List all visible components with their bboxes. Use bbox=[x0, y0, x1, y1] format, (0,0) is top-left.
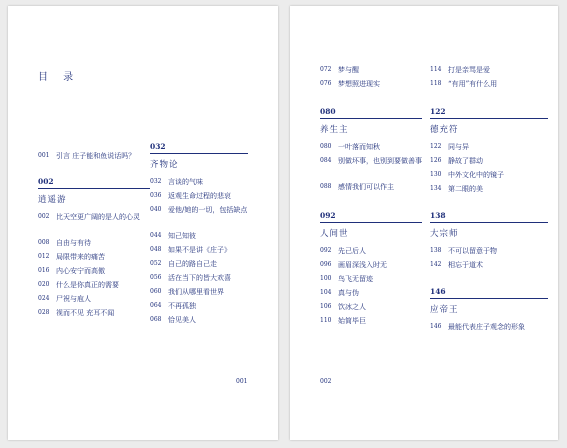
chapter-title: 逍遥游 bbox=[38, 195, 67, 205]
entry-title: 饮冰之人 bbox=[338, 303, 366, 311]
entry-page-number: 001 bbox=[38, 152, 50, 159]
entry-title: 相忘于道术 bbox=[448, 261, 483, 269]
entry-title: 始简毕巨 bbox=[338, 317, 366, 325]
entry-page-number: 088 bbox=[320, 183, 332, 190]
entry-title: 返观生命过程的悲哀 bbox=[168, 192, 231, 200]
entry-page-number: 138 bbox=[430, 247, 442, 254]
chapter-page-number: 080 bbox=[320, 107, 422, 119]
chapter-page-number: 092 bbox=[320, 211, 422, 223]
toc-column-4 bbox=[430, 64, 548, 335]
entry-page-number: 040 bbox=[150, 206, 162, 213]
toc-entry[interactable] bbox=[38, 150, 150, 164]
toc-entry[interactable] bbox=[430, 259, 548, 273]
toc-entry[interactable] bbox=[320, 301, 422, 315]
entry-page-number: 056 bbox=[150, 274, 162, 281]
chapter-title: 应帝王 bbox=[430, 305, 459, 315]
entry-page-number: 072 bbox=[320, 66, 332, 73]
entry-page-number: 024 bbox=[38, 295, 50, 302]
entry-title: 我们从哪里看世界 bbox=[168, 288, 224, 296]
entry-title: 引言 庄子能和鱼说话吗？ bbox=[56, 152, 136, 160]
entry-title: 自己的路自己走 bbox=[168, 260, 217, 268]
entry-page-number: 114 bbox=[430, 66, 442, 73]
entry-page-number: 032 bbox=[150, 178, 162, 185]
entry-page-number: 044 bbox=[150, 232, 162, 239]
entry-page-number: 060 bbox=[150, 288, 162, 295]
entry-page-number: 064 bbox=[150, 302, 162, 309]
toc-entry[interactable] bbox=[38, 237, 150, 251]
entry-page-number: 028 bbox=[38, 309, 50, 316]
entry-page-number: 048 bbox=[150, 246, 162, 253]
entry-title: 局限带来的痛苦 bbox=[56, 253, 105, 261]
entry-page-number: 142 bbox=[430, 261, 442, 268]
toc-entry[interactable] bbox=[150, 176, 248, 190]
toc-column-1 bbox=[38, 150, 150, 321]
entry-title: 内心安宁而高傲 bbox=[56, 267, 105, 275]
entry-page-number: 146 bbox=[430, 323, 442, 330]
entry-page-number: 068 bbox=[150, 316, 162, 323]
entry-title: 画眉深浅入时无 bbox=[338, 261, 387, 269]
entry-title: 第二眼的美 bbox=[448, 185, 483, 193]
toc-entry[interactable] bbox=[150, 204, 248, 230]
left-page bbox=[8, 6, 278, 440]
entry-title: 尸祝与庖人 bbox=[56, 295, 91, 303]
entry-title: 打是亲骂是爱 bbox=[448, 66, 490, 74]
toc-entry[interactable] bbox=[38, 251, 150, 265]
entry-page-number: 118 bbox=[430, 80, 442, 87]
toc-entry[interactable] bbox=[320, 259, 422, 273]
entry-page-number: 104 bbox=[320, 289, 332, 296]
chapter-title: 大宗师 bbox=[430, 229, 459, 239]
right-page bbox=[290, 6, 558, 440]
entry-title: 先己后人 bbox=[338, 247, 366, 255]
entry-title: 恰见美人 bbox=[168, 316, 196, 324]
entry-title: 爱他/她的一切，包括缺点 bbox=[168, 206, 248, 214]
toc-entry[interactable] bbox=[38, 293, 150, 307]
toc-column-3 bbox=[320, 64, 422, 329]
entry-title: 不再孤独 bbox=[168, 302, 196, 310]
toc-entry[interactable] bbox=[320, 287, 422, 301]
entry-title: 一叶落而知秋 bbox=[338, 143, 380, 151]
toc-entry[interactable] bbox=[38, 279, 150, 293]
entry-title: 如果不是讲《庄子》 bbox=[168, 246, 231, 254]
toc-entry[interactable] bbox=[320, 141, 422, 155]
chapter-page-number: 002 bbox=[38, 177, 150, 189]
entry-title: 自由与有待 bbox=[56, 239, 91, 247]
entry-title: 视而不见 充耳不闻 bbox=[56, 309, 115, 317]
entry-page-number: 002 bbox=[38, 213, 50, 220]
toc-entry[interactable] bbox=[150, 244, 248, 258]
entry-page-number: 076 bbox=[320, 80, 332, 87]
chapter-title: 德充符 bbox=[430, 125, 459, 135]
entry-page-number: 084 bbox=[320, 157, 332, 164]
toc-entry[interactable] bbox=[150, 190, 248, 204]
entry-page-number: 100 bbox=[320, 275, 332, 282]
entry-title: 感情我们可以作主 bbox=[338, 183, 394, 191]
entry-page-number: 126 bbox=[430, 157, 442, 164]
entry-page-number: 130 bbox=[430, 171, 442, 178]
toc-entry[interactable] bbox=[430, 183, 548, 197]
toc-title: 目 录 bbox=[38, 72, 80, 83]
entry-title: 不可以留意于物 bbox=[448, 247, 497, 255]
entry-page-number: 016 bbox=[38, 267, 50, 274]
toc-entry[interactable] bbox=[150, 230, 248, 244]
chapter-title: 齐物论 bbox=[150, 160, 179, 170]
entry-title: 梦与醒 bbox=[338, 66, 359, 74]
entry-title: 鸟飞无留迹 bbox=[338, 275, 373, 283]
entry-page-number: 052 bbox=[150, 260, 162, 267]
toc-entry[interactable] bbox=[150, 300, 248, 314]
entry-page-number: 020 bbox=[38, 281, 50, 288]
entry-title: 同与异 bbox=[448, 143, 469, 151]
entry-title: 静故了群动 bbox=[448, 157, 483, 165]
entry-page-number: 092 bbox=[320, 247, 332, 254]
entry-page-number: 036 bbox=[150, 192, 162, 199]
toc-entry[interactable] bbox=[320, 273, 422, 287]
entry-title: 别做坏事，也别到要做善事 bbox=[338, 157, 422, 165]
toc-entry[interactable] bbox=[320, 155, 422, 181]
chapter-page-number: 138 bbox=[430, 211, 548, 223]
toc-entry[interactable] bbox=[150, 258, 248, 272]
toc-entry[interactable] bbox=[38, 265, 150, 279]
entry-page-number: 080 bbox=[320, 143, 332, 150]
toc-entry[interactable] bbox=[430, 321, 548, 335]
entry-title: 言谈的气味 bbox=[168, 178, 203, 186]
toc-entry[interactable] bbox=[320, 245, 422, 259]
chapter-title: 养生主 bbox=[320, 125, 349, 135]
entry-page-number: 110 bbox=[320, 317, 332, 324]
entry-page-number: 096 bbox=[320, 261, 332, 268]
page-number: 001 bbox=[236, 378, 248, 385]
entry-page-number: 008 bbox=[38, 239, 50, 246]
toc-entry[interactable] bbox=[320, 64, 422, 78]
entry-title: 什么是你真正的需要 bbox=[56, 281, 119, 289]
entry-title: 梦想照进现实 bbox=[338, 80, 380, 88]
toc-entry[interactable] bbox=[150, 286, 248, 300]
toc-entry[interactable] bbox=[150, 272, 248, 286]
toc-entry[interactable] bbox=[320, 181, 422, 195]
entry-title: 比天空更广阔的是人的心灵 bbox=[56, 213, 140, 221]
entry-page-number: 134 bbox=[430, 185, 442, 192]
chapter-page-number: 032 bbox=[150, 142, 248, 154]
entry-title: 中外文化中的镜子 bbox=[448, 171, 504, 179]
toc-entry[interactable] bbox=[38, 211, 150, 237]
entry-title: 活在当下的皆大欢喜 bbox=[168, 274, 231, 282]
toc-entry[interactable] bbox=[430, 78, 548, 92]
toc-entry[interactable] bbox=[430, 155, 548, 169]
entry-title: 真与伪 bbox=[338, 289, 359, 297]
entry-page-number: 012 bbox=[38, 253, 50, 260]
toc-entry[interactable] bbox=[430, 64, 548, 78]
entry-page-number: 106 bbox=[320, 303, 332, 310]
toc-entry[interactable] bbox=[430, 245, 548, 259]
toc-entry[interactable] bbox=[430, 169, 548, 183]
chapter-title: 人间世 bbox=[320, 229, 349, 239]
chapter-page-number: 122 bbox=[430, 107, 548, 119]
page-number: 002 bbox=[320, 378, 332, 385]
toc-entry[interactable] bbox=[150, 314, 248, 328]
toc-entry[interactable] bbox=[320, 78, 422, 92]
entry-title: 最能代表庄子观念的形象 bbox=[448, 323, 525, 331]
toc-entry[interactable] bbox=[430, 141, 548, 155]
toc-entry[interactable] bbox=[320, 315, 422, 329]
entry-title: “有用”有什么用 bbox=[448, 80, 498, 88]
chapter-page-number: 146 bbox=[430, 287, 548, 299]
entry-title: 知己知彼 bbox=[168, 232, 196, 240]
toc-column-2 bbox=[150, 136, 248, 328]
entry-page-number: 122 bbox=[430, 143, 442, 150]
toc-entry[interactable] bbox=[38, 307, 150, 321]
